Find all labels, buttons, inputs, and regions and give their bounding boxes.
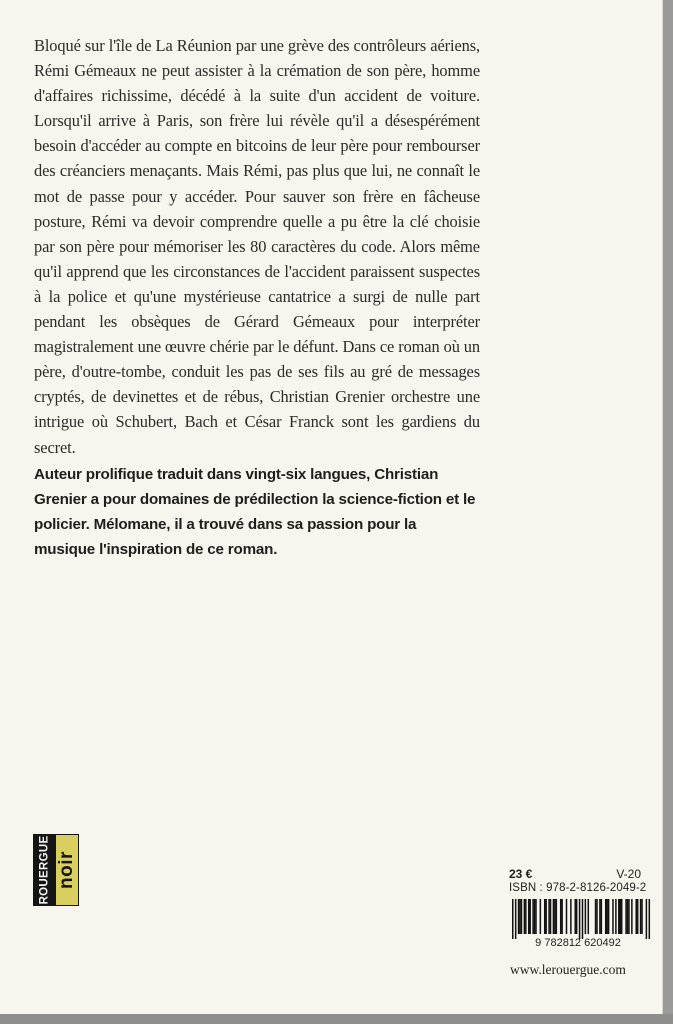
- logo-publisher-band: [33, 834, 55, 906]
- barcode-bar: [588, 899, 590, 934]
- barcode-bar: [528, 899, 530, 934]
- barcode-bar: [608, 899, 610, 934]
- barcode-bar: [545, 899, 547, 934]
- barcode-bar: [512, 899, 514, 939]
- barcode-bar: [529, 899, 531, 934]
- barcode-bar: [605, 899, 607, 934]
- barcode-bar: [628, 899, 630, 934]
- barcode-bar: [553, 899, 555, 934]
- barcode-bar: [599, 899, 601, 934]
- rouergue-noir-logo: [33, 834, 79, 906]
- barcode-bar: [548, 899, 550, 934]
- barcode-bar: [606, 899, 608, 934]
- scan-edge: [0, 1014, 673, 1024]
- barcode-bar: [550, 899, 552, 934]
- barcode-bar: [561, 899, 563, 934]
- barcode-bar: [627, 899, 629, 934]
- barcode-bar: [540, 899, 542, 934]
- price-label: 23 €: [509, 867, 533, 881]
- logo-collection-text: noir: [56, 851, 78, 889]
- barcode-bar: [649, 899, 651, 939]
- barcode-bar: [560, 899, 562, 934]
- barcode-bar: [525, 899, 527, 934]
- barcode-bar: [595, 899, 597, 934]
- barcode-bar: [515, 899, 517, 939]
- barcode-digits: 9 782812 620492: [535, 937, 621, 948]
- barcode-bar: [646, 899, 648, 939]
- barcode-bar: [570, 899, 572, 934]
- barcode-bar: [519, 899, 521, 934]
- logo-publisher-text: ROUERGUE: [38, 835, 51, 905]
- barcode-bar: [579, 899, 581, 939]
- barcode-bar: [625, 899, 627, 934]
- barcode-bar: [534, 899, 536, 934]
- publisher-website: www.lerouergue.com: [510, 962, 626, 977]
- barcode-bar: [554, 899, 556, 934]
- barcode-bar: [635, 899, 637, 934]
- barcode-bar: [596, 899, 598, 934]
- series-code: V-20: [616, 867, 641, 881]
- book-blurb: Bloqué sur l'île de La Réunion par une grève des contrôleurs aériens, Rémi Gémeaux ne peut assister à la crémation de son père, homme d'affaires richissime, décédé à la suite d'un accident de voiture. Lorsqu'il arrive à Paris, son frère lui révèle qu'il a désespérément besoin d'accéder au compte en bitcoins de leur père pour rembourser des créanciers menaçants. Mais Rémi, pas plus que lui, ne connaît le mot de passe pour y accéder. Pour sauver son frère en fâcheuse posture, Rémi va devoir comprendre quelle a pu être la clé choisie par son père pour mémoriser les 80 caractères du code. Alors même qu'il apprend que les circonstances de l'accident paraissent suspectes à la police et qu'une mystérieuse cantatrice a surgi de nulle part pendant les obsèques de Gérard Gémeaux pour interpréter magistralement une œuvre chérie par le défunt. Dans ce roman où un père, d'outre-tombe, conduit les pas de ses fils au gré de messages cryptés, de devinettes et de rébus, Christian Grenier orchestre une intrigue où Schubert, Bach et César Franck sont les gardiens du secret.: [34, 36, 480, 457]
- barcode-bar: [585, 899, 587, 934]
- barcode-bar: [535, 899, 537, 934]
- barcode-bar: [566, 899, 568, 934]
- barcode-bar: [619, 899, 621, 934]
- barcode-bar: [601, 899, 603, 934]
- barcode-bar: [574, 899, 576, 934]
- barcode-bar: [544, 899, 546, 934]
- logo-collection-band: [55, 834, 79, 906]
- barcode-bar: [631, 899, 633, 934]
- author-note: Auteur prolifique traduit dans vingt-six langues, Christian Grenier a pour domaines de prédilection la science-fiction et le policier. Mélomane, il a trouvé dans sa passion pour la musique l'inspiration de ce roman.: [34, 466, 476, 558]
- barcode-bar: [576, 899, 578, 934]
- barcode-bar: [615, 899, 617, 934]
- barcode-bars: [512, 899, 650, 939]
- barcode-bar: [556, 899, 558, 934]
- barcode-bar: [637, 899, 639, 934]
- barcode-bar: [612, 899, 614, 934]
- barcode-bar: [641, 899, 643, 934]
- barcode-bar: [518, 899, 520, 934]
- isbn-barcode: [503, 898, 653, 948]
- barcode-bar: [521, 899, 523, 934]
- barcode-bar: [524, 899, 526, 934]
- barcode-bar: [618, 899, 620, 934]
- barcode-bar: [621, 899, 623, 934]
- isbn-label: ISBN : 978-2-8126-2049-2: [509, 882, 647, 894]
- barcode-bar: [532, 899, 534, 934]
- barcode-bar: [582, 899, 584, 939]
- barcode-bar: [640, 899, 642, 934]
